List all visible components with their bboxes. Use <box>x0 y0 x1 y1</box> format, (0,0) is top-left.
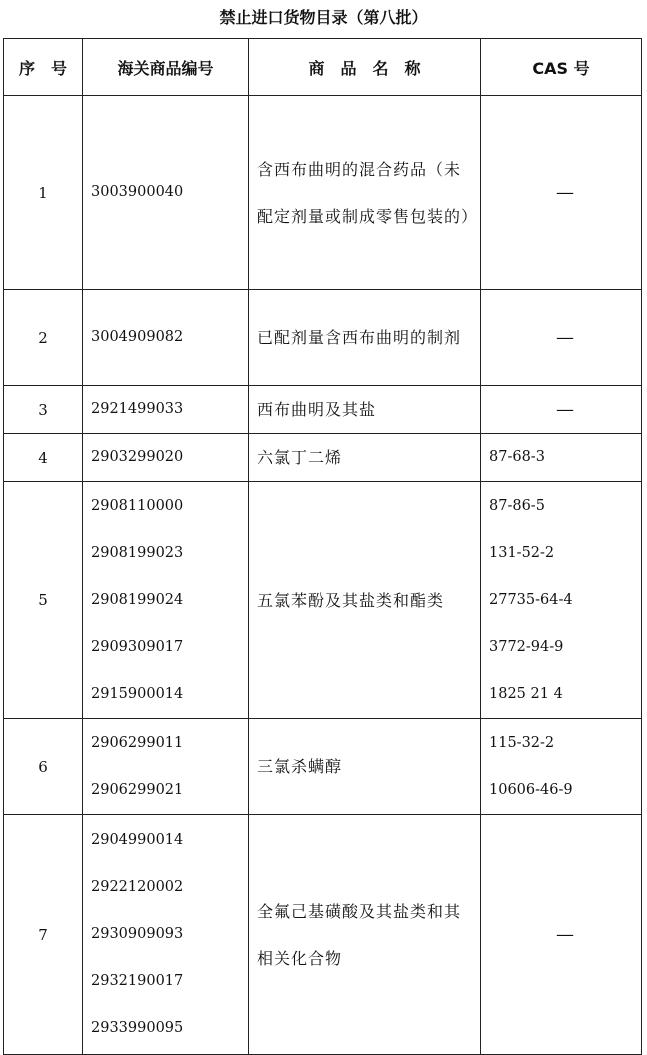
table-row <box>4 386 642 434</box>
table-row <box>4 815 642 1055</box>
row-product-name: 五氯苯酚及其盐类和酯类 <box>249 482 481 719</box>
customs-code: 2932190017 <box>91 973 184 989</box>
row-seq: 7 <box>4 815 83 1055</box>
row-cas <box>481 290 642 386</box>
customs-code: 2906299011 <box>91 734 184 751</box>
row-codes <box>83 96 249 290</box>
row-seq: 2 <box>4 290 83 386</box>
row-product-name: 六氯丁二烯 <box>249 434 481 482</box>
table-row <box>4 482 642 719</box>
cas-number: 27735-64-4 <box>489 591 573 608</box>
table-header-row <box>4 39 642 96</box>
row-cas <box>481 719 642 815</box>
header-cas: CAS 号 <box>481 39 642 96</box>
customs-code: 2909309017 <box>91 638 184 655</box>
row-seq: 6 <box>4 719 83 815</box>
cas-number: — <box>556 924 574 945</box>
customs-code: 2908199023 <box>91 544 184 561</box>
row-cas <box>481 96 642 290</box>
table-row <box>4 719 642 815</box>
row-product-name: 三氯杀螨醇 <box>249 719 481 815</box>
row-product-name: 全氟己基磺酸及其盐类和其相关化合物 <box>249 815 481 1055</box>
row-cas <box>481 434 642 482</box>
cas-number: 1825 21 4 <box>489 685 563 702</box>
prohibited-goods-table <box>3 38 642 1055</box>
row-cas <box>481 815 642 1055</box>
row-seq: 3 <box>4 386 83 434</box>
header-customs-code: 海关商品编号 <box>83 39 249 96</box>
cas-number: 115-32-2 <box>489 734 555 751</box>
cas-number: 87-68-3 <box>489 449 545 465</box>
customs-code: 2903299020 <box>91 449 184 465</box>
row-product-name: 含西布曲明的混合药品（未配定剂量或制成零售包装的） <box>249 96 481 290</box>
row-seq: 1 <box>4 96 83 290</box>
row-seq: 4 <box>4 434 83 482</box>
row-cas <box>481 386 642 434</box>
row-codes <box>83 290 249 386</box>
customs-code: 3004909082 <box>91 329 184 345</box>
row-product-name: 西布曲明及其盐 <box>249 386 481 434</box>
customs-code: 2921499033 <box>91 401 184 417</box>
customs-code: 2922120002 <box>91 879 184 895</box>
customs-code: 2933990095 <box>91 1020 184 1036</box>
customs-code: 2915900014 <box>91 685 184 702</box>
table-row <box>4 290 642 386</box>
row-cas <box>481 482 642 719</box>
row-codes <box>83 815 249 1055</box>
row-codes <box>83 719 249 815</box>
table-row <box>4 434 642 482</box>
cas-number: — <box>556 327 574 348</box>
header-seq: 序 号 <box>4 39 83 96</box>
customs-code: 2908110000 <box>91 497 184 514</box>
cas-number: — <box>556 399 574 420</box>
cas-number: 3772-94-9 <box>489 638 564 655</box>
cas-number: 131-52-2 <box>489 544 555 561</box>
customs-code: 2908199024 <box>91 591 184 608</box>
cas-number: 10606-46-9 <box>489 781 573 798</box>
customs-code: 2906299021 <box>91 781 184 798</box>
row-codes <box>83 434 249 482</box>
cas-number: — <box>556 182 574 203</box>
customs-code: 2930909093 <box>91 926 184 942</box>
customs-code: 3003900040 <box>91 184 184 200</box>
table-row <box>4 96 642 290</box>
customs-code: 2904990014 <box>91 832 184 848</box>
row-product-name: 已配剂量含西布曲明的制剂 <box>249 290 481 386</box>
header-product-name: 商 品 名 称 <box>249 39 481 96</box>
document-title: 禁止进口货物目录（第八批） <box>219 8 428 27</box>
cas-number: 87-86-5 <box>489 497 545 514</box>
row-codes <box>83 482 249 719</box>
row-codes <box>83 386 249 434</box>
row-seq: 5 <box>4 482 83 719</box>
